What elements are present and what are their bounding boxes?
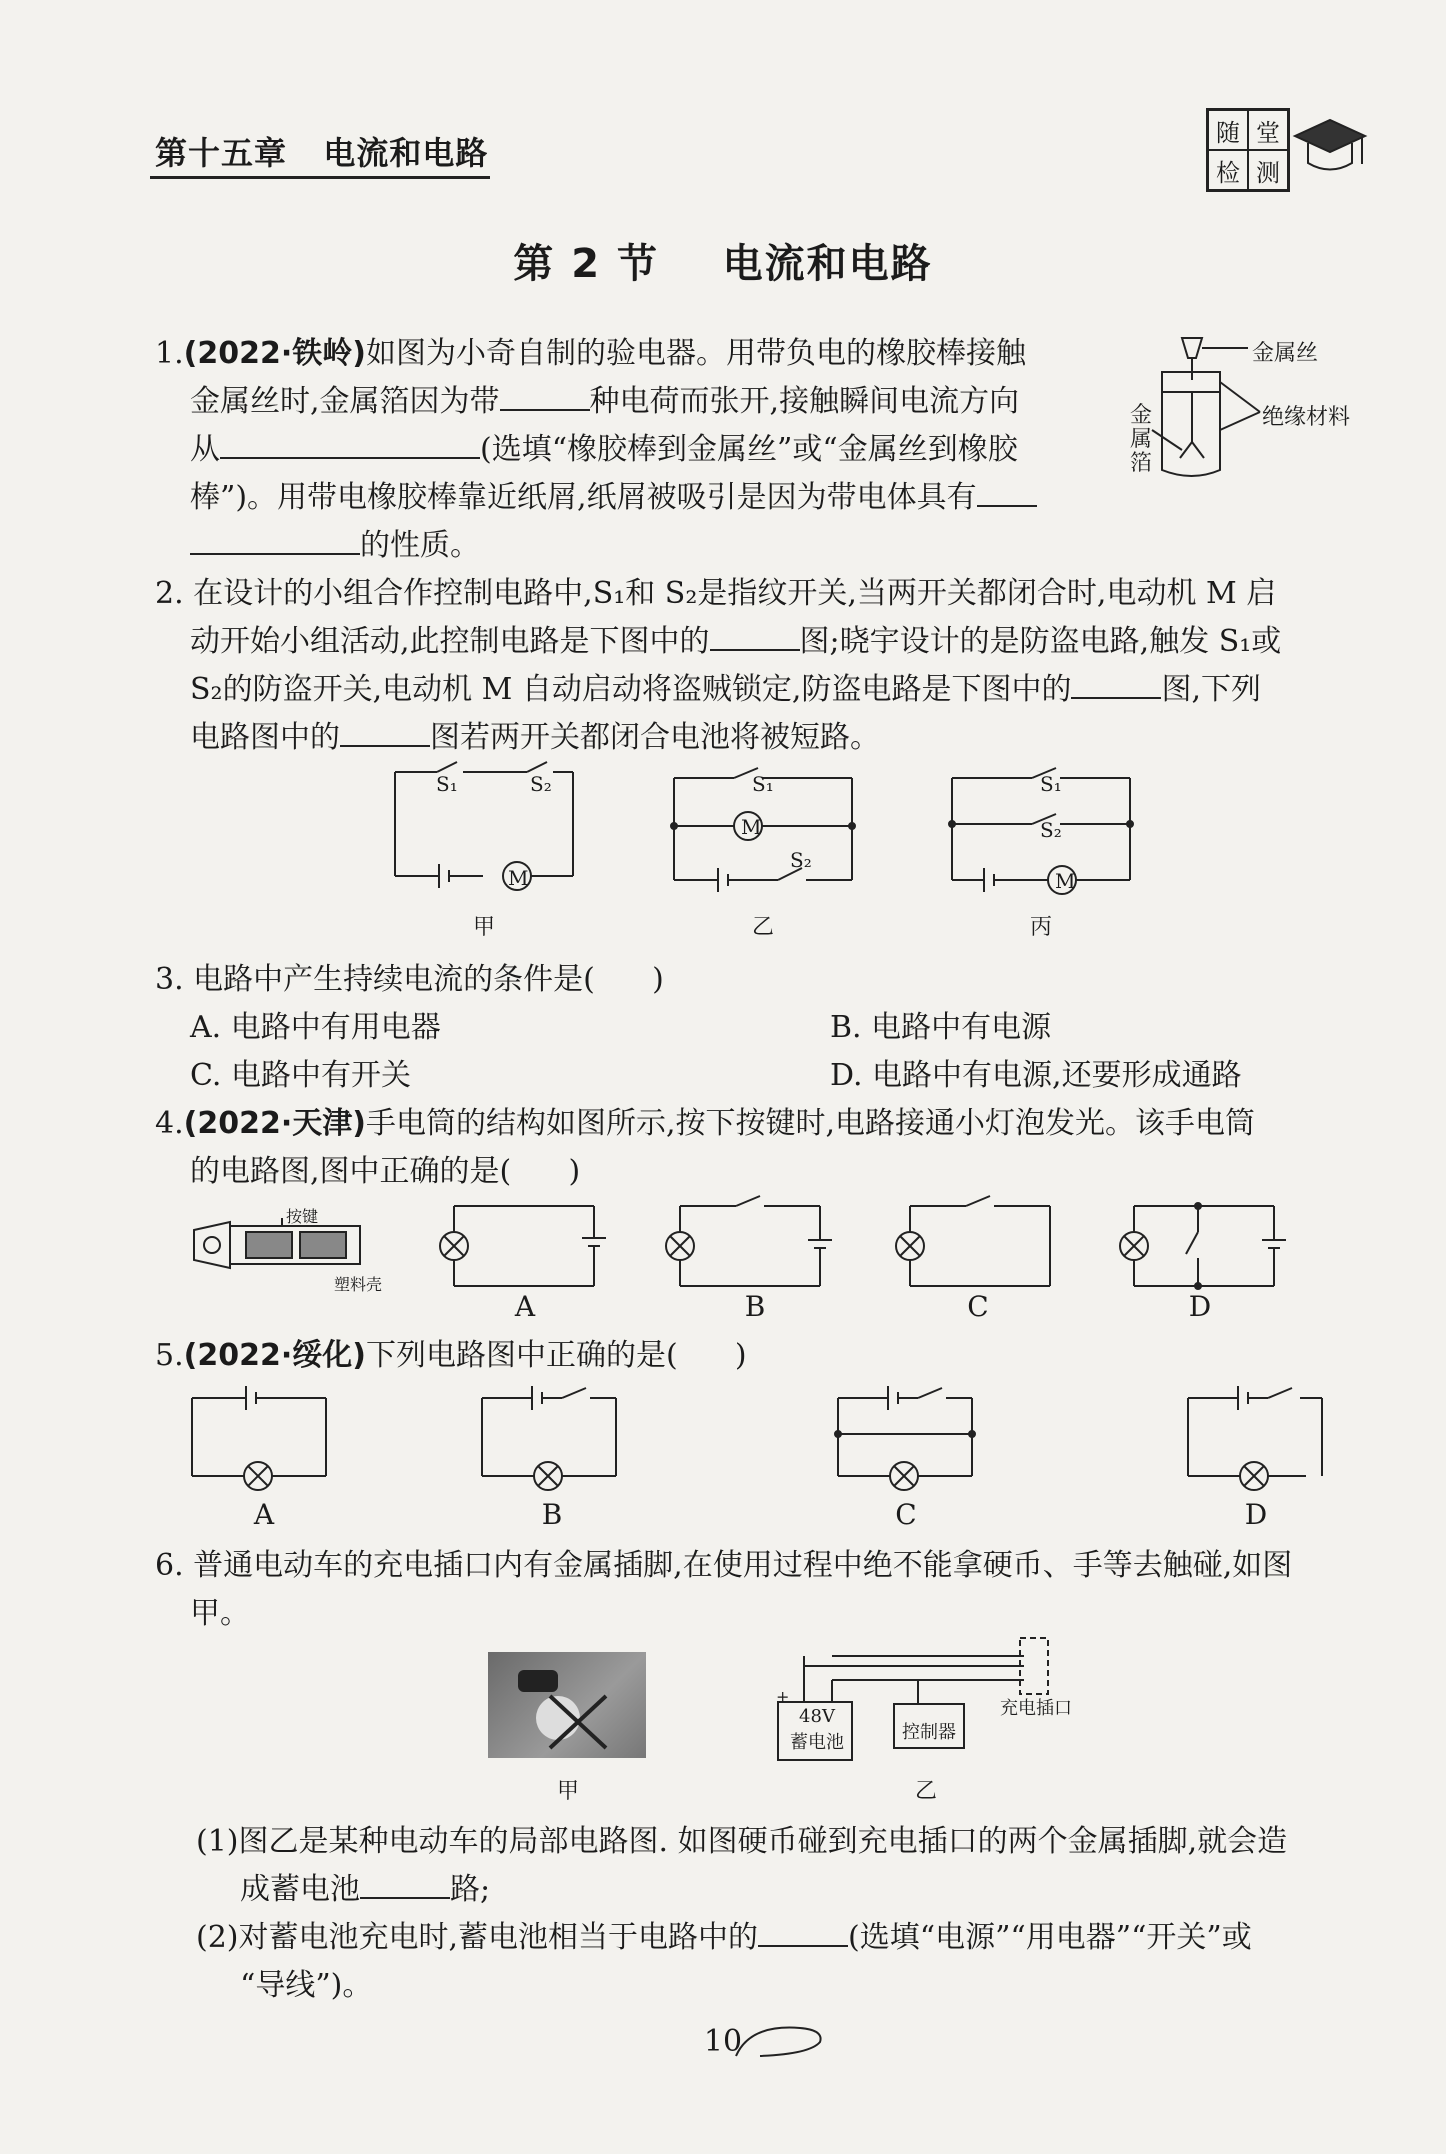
question-1-line-4 — [190, 474, 1037, 522]
question-text: (2)对蓄电池充电时,蓄电池相当于电路中的 — [196, 1920, 759, 1955]
question-6-line-2: 甲。 — [190, 1596, 250, 1631]
answer-blank[interactable] — [500, 379, 590, 411]
question-source: (2022·铁岭) — [183, 336, 366, 371]
label-foil: 属 — [1130, 427, 1153, 452]
question-text: 动开始小组活动,此控制电路是下图中的 — [190, 624, 710, 659]
circuit-4d — [1120, 1200, 1290, 1288]
question-1-line-1 — [155, 330, 1026, 378]
circuit-5a — [190, 1396, 330, 1496]
switch-label-s2: S₂ — [1040, 818, 1062, 842]
question-text: (选填“电源”“用电器”“开关”或 — [848, 1920, 1252, 1955]
question-2-line-4 — [190, 714, 880, 762]
figure-label: D — [1244, 1498, 1268, 1531]
question-text: 的性质。 — [360, 528, 480, 563]
question-source: (2022·天津) — [183, 1106, 366, 1141]
figure-label: A — [253, 1498, 275, 1531]
question-5-stem — [155, 1332, 747, 1380]
answer-blank[interactable] — [1071, 667, 1161, 699]
circuit-4a — [440, 1204, 610, 1288]
switch-label-s1: S₁ — [752, 772, 774, 796]
circuit-5b — [480, 1390, 620, 1496]
subquestion-1-line-2 — [240, 1866, 490, 1914]
figure-label: 甲 — [556, 1779, 579, 1804]
question-4-line-1 — [155, 1100, 1255, 1148]
question-text: 种电荷而张开,接触瞬间电流方向 — [589, 384, 1020, 419]
switch-label-s2: S₂ — [790, 848, 812, 872]
figure-label: 丙 — [1029, 915, 1052, 940]
question-text: 棒”)。用带电橡胶棒靠近纸屑,纸屑被吸引是因为带电体具有 — [190, 480, 977, 515]
question-text: 电路图中的 — [190, 720, 340, 755]
chapter-heading: 第十五章 电流和电路 — [155, 134, 489, 172]
option-d[interactable]: D. 电路中有电源,还要形成通路 — [830, 1058, 1242, 1093]
question-number: 5. — [155, 1338, 184, 1373]
badge-char: 堂 — [1248, 110, 1288, 150]
question-text: 下列电路图中正确的是( ) — [365, 1338, 747, 1373]
badge-char: 检 — [1208, 150, 1248, 190]
plus-sign: + — [776, 1687, 790, 1706]
figure-label: C — [967, 1290, 989, 1323]
answer-blank[interactable] — [340, 715, 430, 747]
question-text: 图,下列 — [1161, 672, 1261, 707]
question-number: 1. — [155, 336, 184, 371]
question-6-line-1: 6. 普通电动车的充电插口内有金属插脚,在使用过程中绝不能拿硬币、手等去触碰,如图 — [155, 1548, 1293, 1583]
figure-label: 乙 — [751, 915, 774, 940]
circuit-5c — [836, 1390, 976, 1496]
subquestion-2-line-1 — [196, 1914, 1252, 1962]
question-text: 手电筒的结构如图所示,按下按键时,电路接通小灯泡发光。该手电筒 — [365, 1106, 1256, 1141]
circuit-4b — [666, 1196, 836, 1288]
port-hole — [518, 1670, 558, 1692]
figure-label: C — [895, 1498, 917, 1531]
question-2-line-3 — [190, 666, 1261, 714]
question-4-line-2: 的电路图,图中正确的是( ) — [190, 1154, 581, 1189]
figure-label: B — [744, 1290, 766, 1323]
label-shell: 塑料壳 — [334, 1275, 383, 1294]
answer-blank[interactable] — [710, 619, 800, 651]
figure-label: 甲 — [472, 915, 495, 940]
figure-label: D — [1188, 1290, 1212, 1323]
question-2-line-2 — [190, 618, 1281, 666]
label-insulation: 绝缘材料 — [1262, 405, 1351, 430]
question-text: 图若两开关都闭合电池将被短路。 — [430, 720, 880, 755]
switch-label-s1: S₁ — [1040, 772, 1062, 796]
question-text: 图;晓宇设计的是防盗电路,触发 S₁或 — [799, 624, 1282, 659]
option-b[interactable]: B. 电路中有电源 — [830, 1010, 1052, 1045]
subquestion-1-line-1: (1)图乙是某种电动车的局部电路图. 如图硬币碰到充电插口的两个金属插脚,就会造 — [196, 1824, 1288, 1859]
port-label: 充电插口 — [1000, 1698, 1072, 1719]
battery-voltage: 48V — [799, 1706, 835, 1727]
question-3-stem: 3. 电路中产生持续电流的条件是( ) — [155, 962, 664, 997]
question-text: 金属丝时,金属箔因为带 — [190, 384, 500, 419]
answer-blank[interactable] — [220, 427, 480, 459]
circuit-5d — [1186, 1390, 1326, 1496]
question-text: (选填“橡胶棒到金属丝”或“金属丝到橡胶 — [480, 432, 1018, 467]
page-number: 10 — [703, 2024, 743, 2059]
option-c[interactable]: C. 电路中有开关 — [190, 1058, 411, 1093]
label-key: 按键 — [286, 1207, 319, 1226]
label-metal-wire: 金属丝 — [1252, 341, 1319, 366]
badge-char: 随 — [1208, 110, 1248, 150]
question-1-line-2 — [190, 378, 1019, 426]
label-foil: 箔 — [1130, 451, 1153, 476]
chapter-rule — [150, 176, 490, 179]
answer-blank[interactable] — [977, 475, 1037, 507]
motor-label: M — [1055, 869, 1076, 893]
badge-char: 测 — [1248, 150, 1288, 190]
subquestion-2-line-2: “导线”)。 — [240, 1968, 373, 2003]
circuit-4c — [896, 1196, 1066, 1288]
question-source: (2022·绥化) — [183, 1338, 366, 1373]
switch-label-s2: S₂ — [530, 772, 552, 796]
graduation-cap-icon — [1290, 108, 1370, 188]
question-text: S₂的防盗开关,电动机 M 自动启动将盗贼锁定,防盗电路是下图中的 — [190, 672, 1072, 707]
battery-label: 蓄电池 — [790, 1732, 844, 1753]
cross-mark-icon — [546, 1692, 616, 1752]
question-text: 从 — [190, 432, 220, 467]
answer-blank[interactable] — [360, 1867, 450, 1899]
section-title: 第 2 节 电流和电路 — [513, 241, 933, 287]
figure-label: 乙 — [914, 1779, 937, 1804]
figure-label: B — [541, 1498, 563, 1531]
motor-label: M — [508, 866, 529, 890]
section-badge — [1206, 108, 1290, 192]
figure-label: A — [514, 1290, 536, 1323]
question-2-line-1: 2. 在设计的小组合作控制电路中,S₁和 S₂是指纹开关,当两开关都闭合时,电动机 M 启 — [155, 576, 1277, 611]
charging-port-photo — [488, 1652, 646, 1758]
label-foil: 金 — [1130, 403, 1153, 428]
question-1-line-3 — [190, 426, 1018, 474]
option-a[interactable]: A. 电路中有用电器 — [190, 1010, 441, 1045]
controller-label: 控制器 — [902, 1722, 956, 1743]
answer-blank[interactable] — [190, 523, 360, 555]
question-number: 4. — [155, 1106, 184, 1141]
answer-blank[interactable] — [758, 1915, 848, 1947]
switch-label-s1: S₁ — [436, 772, 458, 796]
question-1-line-5 — [190, 522, 480, 570]
question-text: 成蓄电池 — [240, 1872, 360, 1907]
motor-label: M — [741, 815, 762, 839]
question-text: 如图为小奇自制的验电器。用带负电的橡胶棒接触 — [365, 336, 1026, 371]
question-text: 路; — [450, 1872, 491, 1907]
